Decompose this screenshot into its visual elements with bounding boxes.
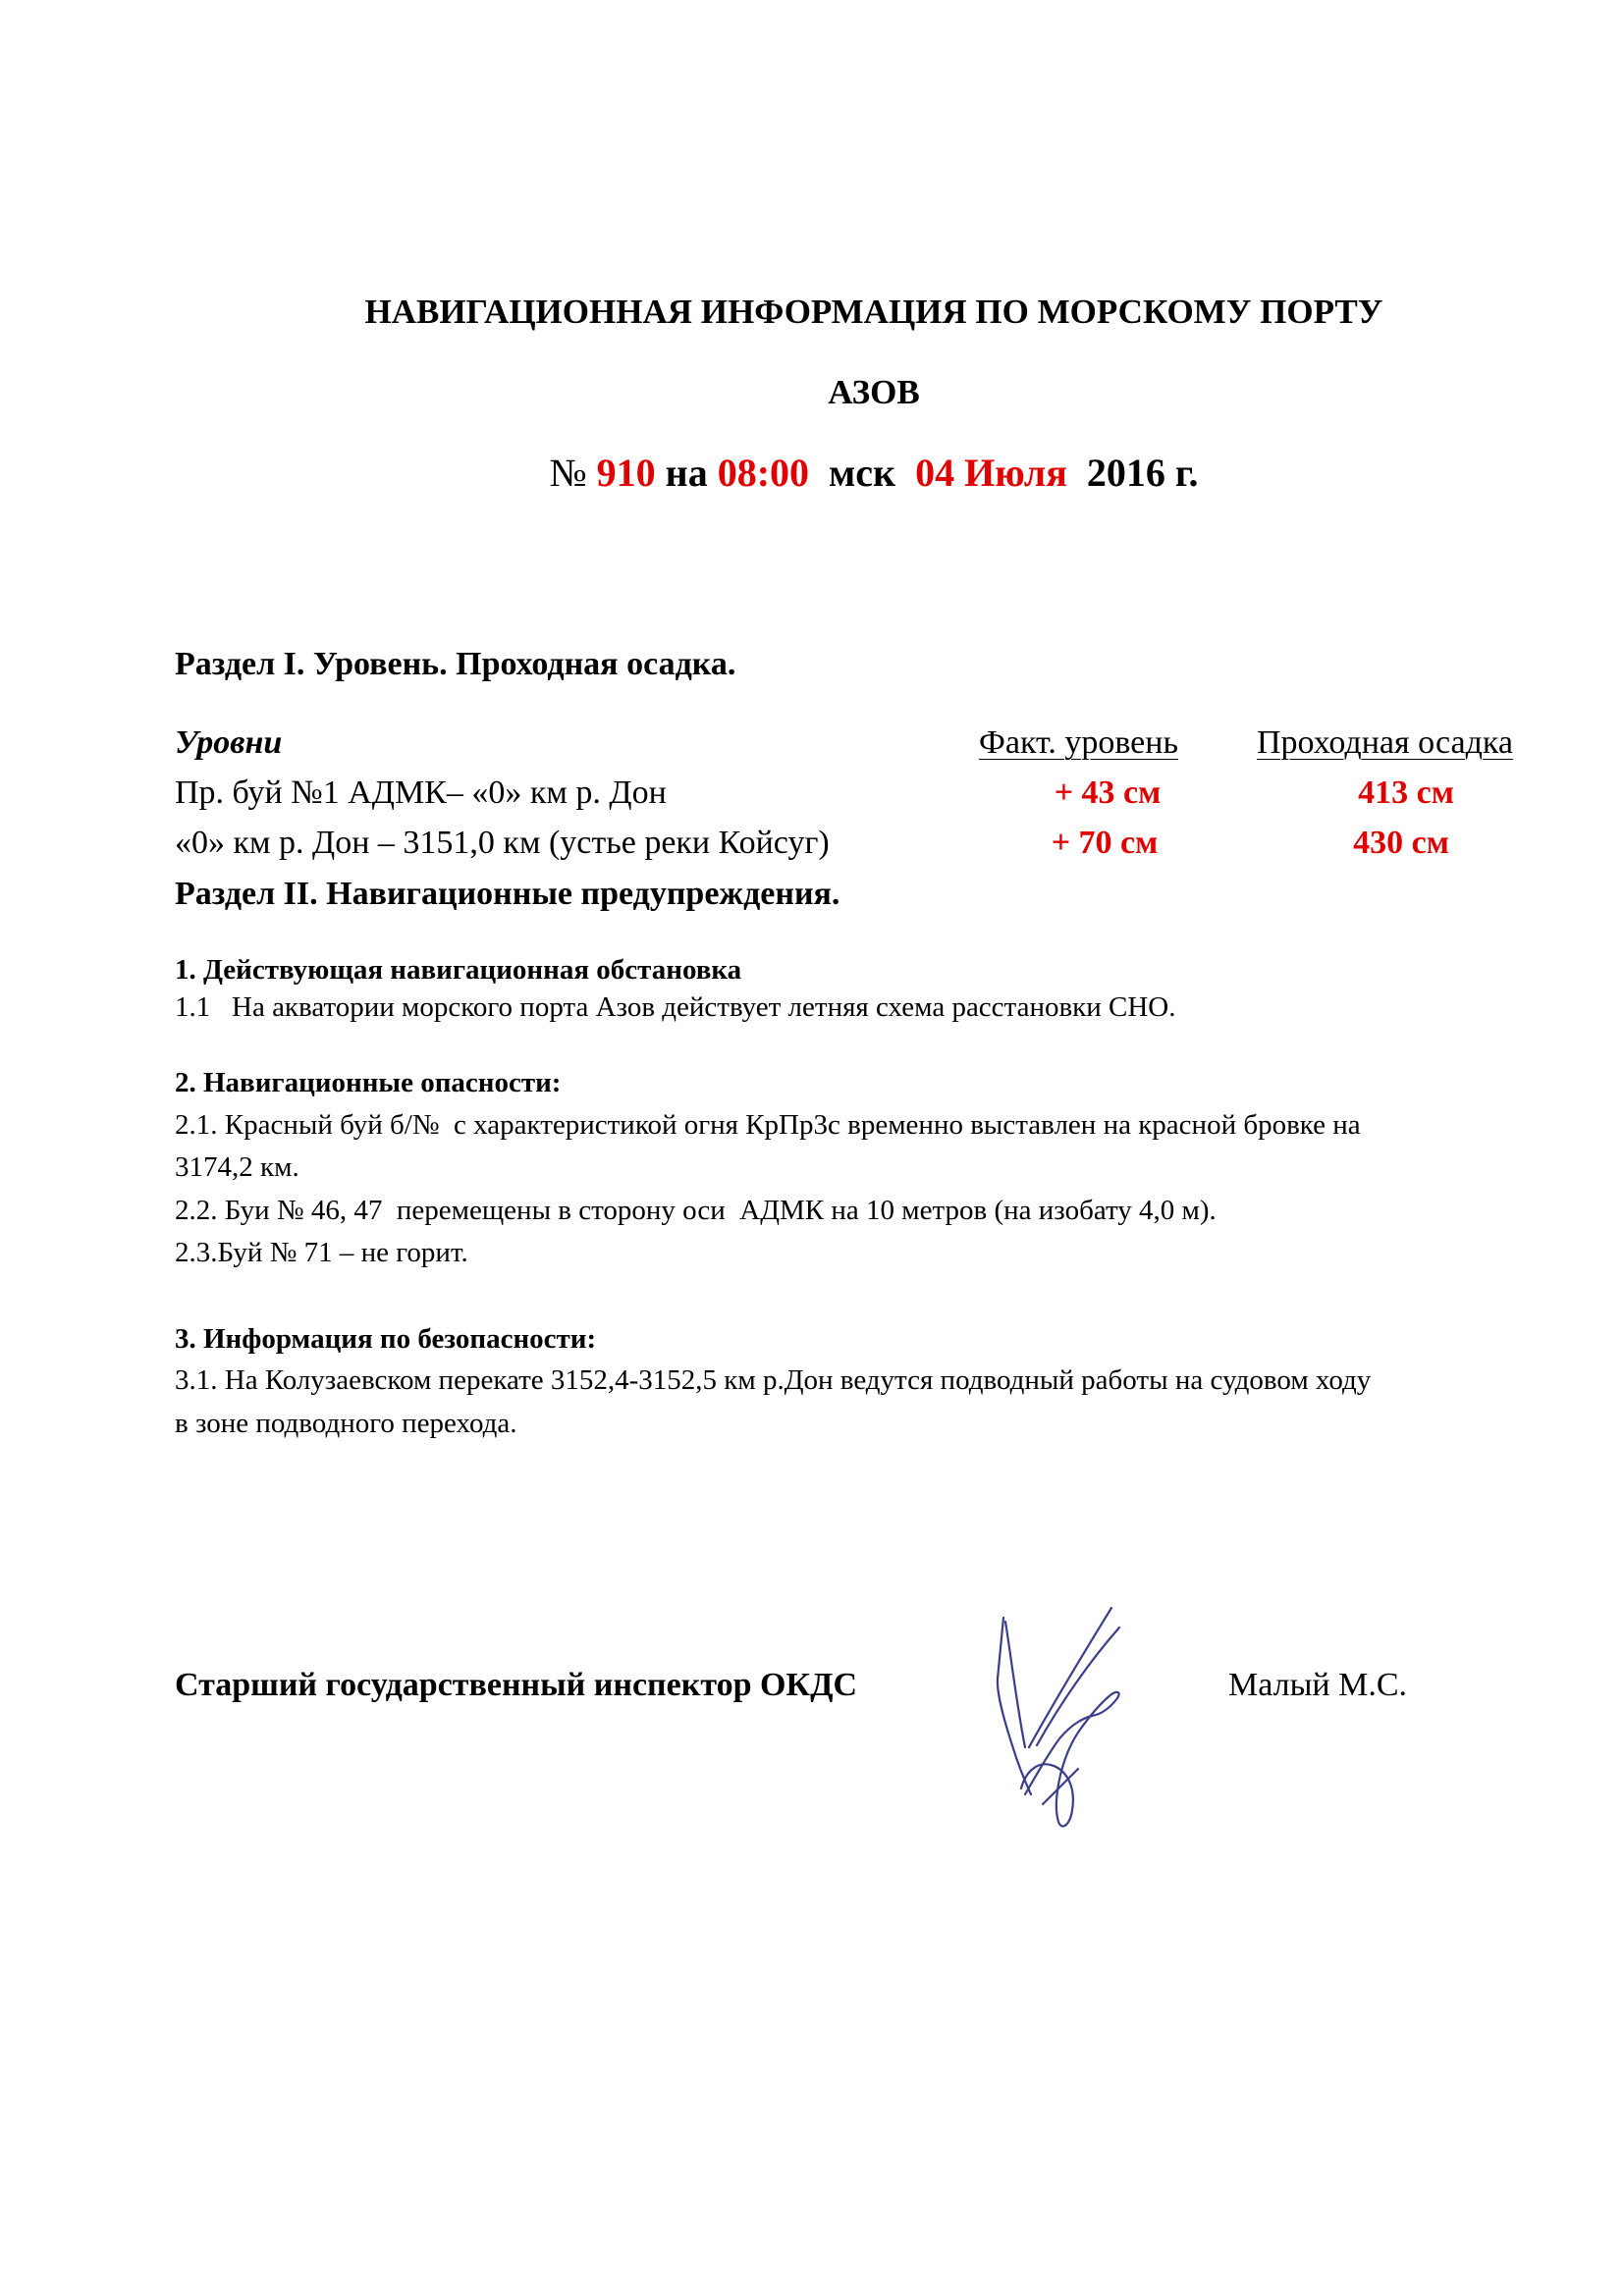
paragraph3-item1-line1: 3.1. На Колузаевском перекате 3152,4-3152,5 км р.Дон ведутся подводный работы на судовом ходу [175, 1364, 1372, 1396]
signatory-position: Старший государственный инспектор ОКДС [175, 1667, 858, 1703]
document-title-line2: АЗОВ [828, 373, 920, 411]
paragraph2-item3: 2.3.Буй № 71 – не горит. [175, 1237, 468, 1268]
bulletin-date: 04 Июля [915, 451, 1067, 495]
paragraph2-item1-line1: 2.1. Красный буй б/№ с характеристикой огня КрПр3с временно выставлен на красной бровке на [175, 1109, 1361, 1141]
level-row-name: «0» км р. Дон – 3151,0 км (устье реки Койсуг) [175, 825, 830, 861]
paragraph2-item2: 2.2. Буи № 46, 47 перемещены в сторону оси АДМК на 10 метров (на изобату 4,0 м). [175, 1195, 1217, 1226]
paragraph1-heading: 1. Действующая навигационная обстановка [175, 954, 742, 986]
paragraph1-item1: 1.1 На акватории морского порта Азов действует летняя схема расстановки СНО. [175, 991, 1176, 1023]
bulletin-number-line [0, 450, 1624, 496]
fact-level-column-header: Факт. уровень [979, 724, 1178, 761]
document-title-line1: НАВИГАЦИОННАЯ ИНФОРМАЦИЯ ПО МОРСКОМУ ПОРТУ [364, 293, 1383, 331]
bulletin-year: 2016 г. [1086, 451, 1199, 495]
timezone-label: мск [829, 451, 896, 495]
paragraph3-heading: 3. Информация по безопасности: [175, 1323, 597, 1355]
paragraph2-heading: 2. Навигационные опасности: [175, 1067, 562, 1098]
signatory-name: Малый М.С. [1228, 1667, 1408, 1703]
section2-title: Раздел II. Навигационные предупреждения. [175, 876, 840, 912]
section1-title: Раздел I. Уровень. Проходная осадка. [175, 646, 736, 682]
on-label: на [665, 451, 708, 495]
paragraph2-item1-line2: 3174,2 км. [175, 1151, 299, 1183]
paragraph3-item1-line2: в зоне подводного перехода. [175, 1408, 517, 1439]
bulletin-number: 910 [596, 451, 656, 495]
handwritten-signature [982, 1600, 1178, 1836]
level-row-fact: + 70 см [1051, 825, 1159, 861]
level-row-name: Пр. буй №1 АДМК– «0» км р. Дон [175, 774, 667, 811]
levels-column-header: Уровни [175, 724, 283, 761]
level-row-draft: 413 см [1358, 774, 1454, 811]
draft-column-header: Проходная осадка [1257, 724, 1513, 761]
level-row-draft: 430 см [1353, 825, 1449, 861]
level-row-fact: + 43 см [1054, 774, 1162, 811]
number-sign: № [549, 451, 587, 495]
bulletin-time: 08:00 [717, 451, 810, 495]
